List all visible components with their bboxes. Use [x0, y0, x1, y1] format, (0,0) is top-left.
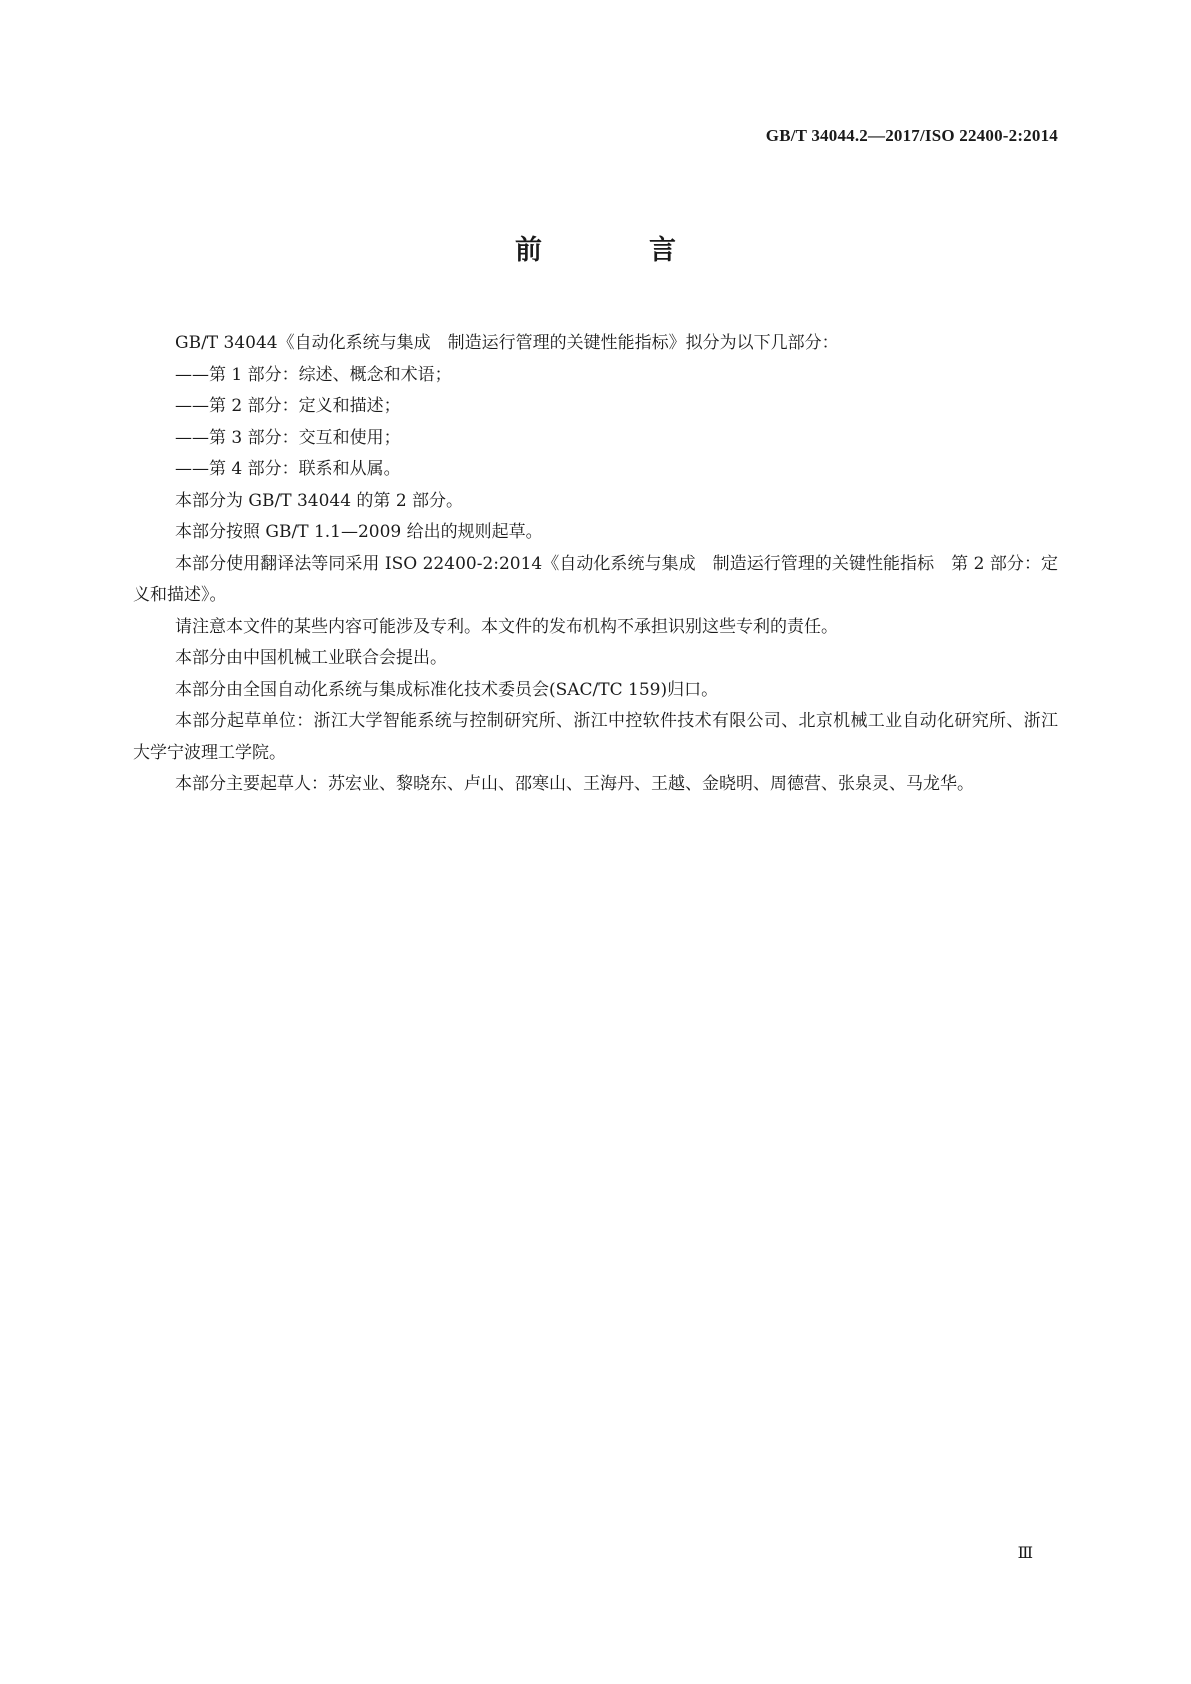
page-title: 前 言 [515, 235, 716, 266]
list-item-part-3: ——第 3 部分：交互和使用； [175, 427, 401, 448]
paragraph-translation-method: 本部分使用翻译法等同采用 ISO 22400-2:2014《自动化系统与集成 制造运行管理的关键性能指标 第 2 部分：定义和描述》。 [133, 553, 1058, 605]
paragraph-patent-notice: 请注意本文件的某些内容可能涉及专利。本文件的发布机构不承担识别这些专利的责任。 [175, 616, 838, 637]
foreword-body [133, 328, 1058, 801]
paragraph-drafting-rules: 本部分按照 GB/T 1.1—2009 给出的规则起草。 [175, 522, 543, 542]
list-item-part-4: ——第 4 部分：联系和从属。 [175, 459, 401, 479]
paragraph-main-drafters: 本部分主要起草人：苏宏业、黎晓东、卢山、邵寒山、王海丹、王越、金晓明、周德营、张泉灵、马龙华。 [175, 774, 974, 794]
list-item-part-1: ——第 1 部分：综述、概念和术语； [175, 364, 452, 385]
paragraph-under-jurisdiction: 本部分由全国自动化系统与集成标准化技术委员会(SAC/TC 159)归口。 [175, 679, 719, 700]
paragraph-proposed-by: 本部分由中国机械工业联合会提出。 [175, 648, 447, 668]
paragraph-parts-intro: GB/T 34044《自动化系统与集成 制造运行管理的关键性能指标》拟分为以下几部分： [175, 333, 839, 353]
list-item-part-2: ——第 2 部分：定义和描述； [175, 396, 401, 416]
paragraph-drafting-organizations: 本部分起草单位：浙江大学智能系统与控制研究所、浙江中控软件技术有限公司、北京机械工业自动化研究所、浙江大学宁波理工学院。 [133, 711, 1058, 763]
standard-code-header: GB/T 34044.2—2017/ISO 22400-2:2014 [765, 126, 1058, 145]
page-number: Ⅲ [1017, 1545, 1033, 1562]
paragraph-part-number: 本部分为 GB/T 34044 的第 2 部分。 [175, 490, 464, 511]
